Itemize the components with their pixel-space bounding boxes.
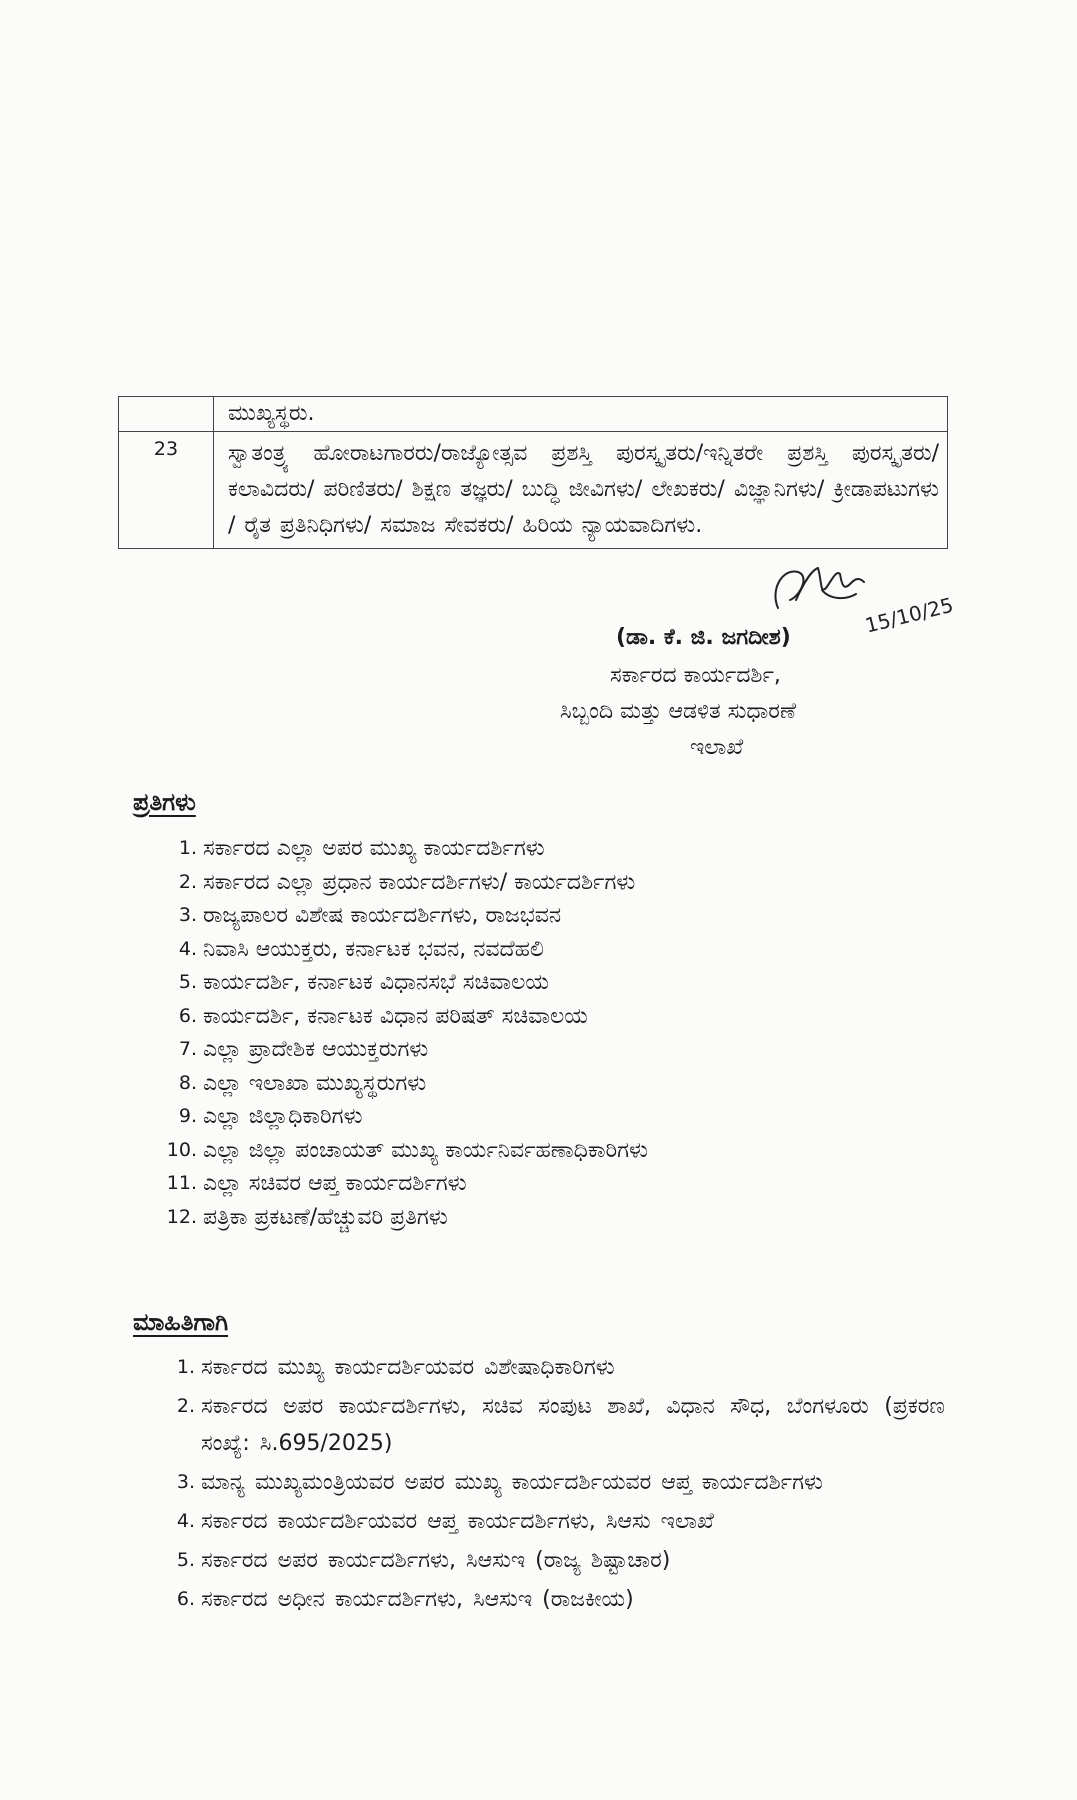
signatory-name: (ಡಾ. ಕೆ. ಜಿ. ಜಗದೀಶ) [616, 625, 791, 650]
list-item: 2. ಸರ್ಕಾರದ ಎಲ್ಲಾ ಪ್ರಧಾನ ಕಾರ್ಯದರ್ಶಿಗಳು/ ಕಾರ್ಯದರ್ಶಿಗಳು [178, 869, 636, 895]
signatory-department-suffix: ಇಲಾಖೆ [690, 735, 744, 760]
list-item: 3. ರಾಜ್ಯಪಾಲರ ವಿಶೇಷ ಕಾರ್ಯದರ್ಶಿಗಳು, ರಾಜಭವನ [178, 903, 562, 928]
table-row [119, 397, 947, 431]
list-item: 5. ಕಾರ್ಯದರ್ಶಿ, ಕರ್ನಾಟಕ ವಿಧಾನಸಭೆ ಸಚಿವಾಲಯ [178, 970, 549, 995]
serial-number-cell [119, 397, 214, 431]
signatory-department: ಸಿಬ್ಬಂದಿ ಮತ್ತು ಆಡಳಿತ ಸುಧಾರಣೆ [560, 699, 796, 724]
list-item: 4. ನಿವಾಸಿ ಆಯುಕ್ತರು, ಕರ್ನಾಟಕ ಭವನ, ನವದೆಹಲಿ [178, 936, 544, 962]
table-row [119, 431, 947, 548]
serial-number-cell: 23 [119, 432, 214, 548]
svg-text:15/10/25: 15/10/25 [862, 592, 956, 638]
list-item: 6. ಸರ್ಕಾರದ ಅಧೀನ ಕಾರ್ಯದರ್ಶಿಗಳು, ಸಿಆಸುಇ (ರಾಜಕೀಯ) [176, 1587, 634, 1612]
for-information-heading: ಮಾಹಿತಿಗಾಗಿ [133, 1308, 229, 1336]
designation-table [118, 396, 948, 549]
list-item: 1. ಸರ್ಕಾರದ ಎಲ್ಲಾ ಅಪರ ಮುಖ್ಯ ಕಾರ್ಯದರ್ಶಿಗಳು [178, 836, 545, 861]
handwritten-signature [760, 560, 980, 640]
copies-list [165, 832, 925, 1234]
list-item: 9. ಎಲ್ಲಾ ಜಿಲ್ಲಾಧಿಕಾರಿಗಳು [178, 1104, 363, 1129]
list-item: 11. ಎಲ್ಲಾ ಸಚಿವರ ಆಪ್ತ ಕಾರ್ಯದರ್ಶಿಗಳು [166, 1171, 467, 1196]
list-item: 10. ಎಲ್ಲಾ ಜಿಲ್ಲಾ ಪಂಚಾಯತ್ ಮುಖ್ಯ ಕಾರ್ಯನಿರ್ವಹಣಾಧಿಕಾರಿಗಳು [166, 1137, 648, 1163]
list-item: 4. ಸರ್ಕಾರದ ಕಾರ್ಯದರ್ಶಿಯವರ ಆಪ್ತ ಕಾರ್ಯದರ್ಶಿಗಳು, ಸಿಆಸು ಇಲಾಖೆ [176, 1509, 714, 1534]
designation-cell: ಮುಖ್ಯಸ್ಥರು. [228, 401, 315, 426]
list-item: 2. ಸರ್ಕಾರದ ಅಪರ ಕಾರ್ಯದರ್ಶಿಗಳು, ಸಚಿವ ಸಂಪುಟ ಶಾಖೆ, ವಿಧಾನ ಸೌಧ, ಬೆಂಗಳೂರು (ಪ್ರಕರಣ ಸಂಖ್ಯೆ: ಸಿ.695/2025) [176, 1394, 945, 1456]
list-item: 3. ಮಾನ್ಯ ಮುಖ್ಯಮಂತ್ರಿಯವರ ಅಪರ ಮುಖ್ಯ ಕಾರ್ಯದರ್ಶಿಯವರ ಆಪ್ತ ಕಾರ್ಯದರ್ಶಿಗಳು [176, 1470, 823, 1495]
list-item: 12. ಪತ್ರಿಕಾ ಪ್ರಕಟಣೆ/ಹೆಚ್ಚುವರಿ ಪ್ರತಿಗಳು [166, 1204, 448, 1230]
for-information-list [165, 1349, 945, 1620]
list-item: 5. ಸರ್ಕಾರದ ಅಪರ ಕಾರ್ಯದರ್ಶಿಗಳು, ಸಿಆಸುಇ (ರಾಜ್ಯ ಶಿಷ್ಟಾಚಾರ) [176, 1548, 671, 1573]
designation-cell: ಸ್ವಾತಂತ್ರ್ಯ ಹೋರಾಟಗಾರರು/ರಾಜ್ಯೋತ್ಸವ ಪ್ರಶಸ್ತಿ ಪುರಸ್ಕೃತರು/ಇನ್ನಿತರೇ ಪ್ರಶಸ್ತಿ ಪುರಸ್ಕೃತರು/ಕಲಾವಿದರು/ ಪರಿಣಿತರು/ ಶಿಕ್ಷಣ ತಜ್ಞರು/ ಬುದ್ಧಿ ಜೀವಿಗಳು/ ಲೇಖಕರು/ ವಿಜ್ಞಾನಿಗಳು/ ಕ್ರೀಡಾಪಟುಗಳು / ರೈತ ಪ್ರತಿನಿಧಿಗಳು/ ಸಮಾಜ ಸೇವಕರು/ ಹಿರಿಯ ನ್ಯಾಯವಾದಿಗಳು. [228, 441, 939, 538]
list-item: 6. ಕಾರ್ಯದರ್ಶಿ, ಕರ್ನಾಟಕ ವಿಧಾನ ಪರಿಷತ್ ಸಚಿವಾಲಯ [178, 1003, 588, 1029]
list-item: 7. ಎಲ್ಲಾ ಪ್ರಾದೇಶಿಕ ಆಯುಕ್ತರುಗಳು [178, 1037, 429, 1062]
copies-heading: ಪ್ರತಿಗಳು [133, 788, 196, 816]
signatory-designation: ಸರ್ಕಾರದ ಕಾರ್ಯದರ್ಶಿ, [610, 663, 781, 688]
list-item: 1. ಸರ್ಕಾರದ ಮುಖ್ಯ ಕಾರ್ಯದರ್ಶಿಯವರ ವಿಶೇಷಾಧಿಕಾರಿಗಳು [176, 1355, 615, 1380]
list-item: 8. ಎಲ್ಲಾ ಇಲಾಖಾ ಮುಖ್ಯಸ್ಥರುಗಳು [178, 1070, 427, 1096]
